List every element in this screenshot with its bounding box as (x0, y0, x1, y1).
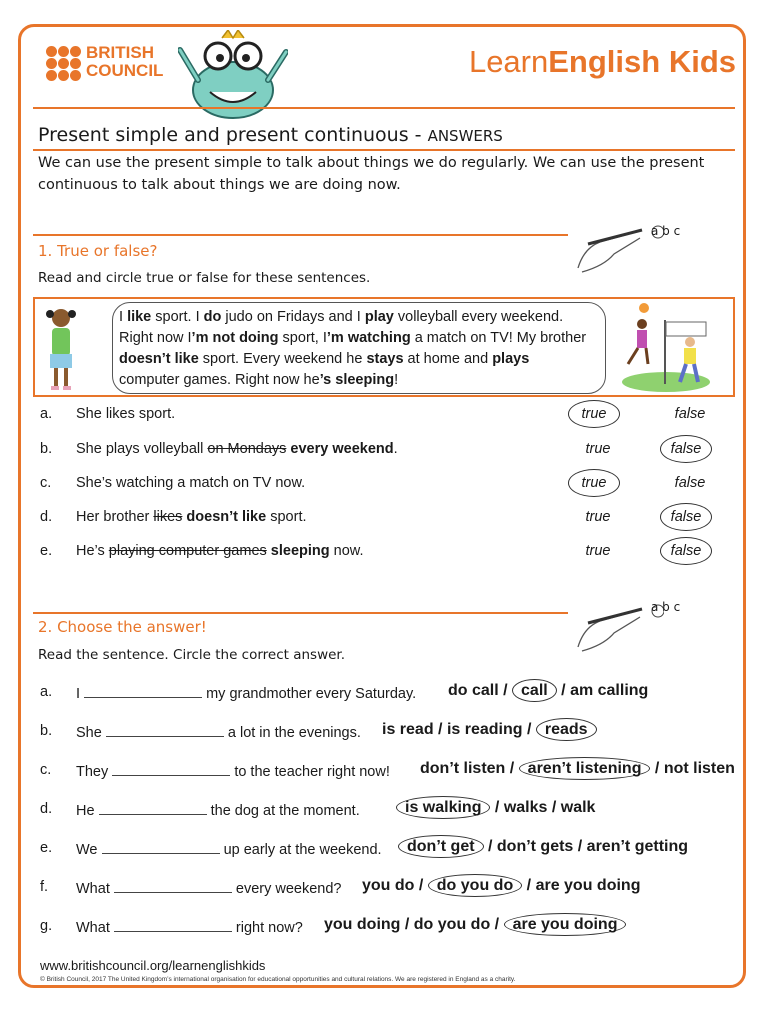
answer-option[interactable]: are you doing (504, 913, 627, 936)
answer-choices (382, 721, 597, 739)
logo-text: BRITISH COUNCIL (86, 43, 164, 80)
answer-blank[interactable] (114, 879, 232, 893)
option-separator: / (505, 760, 519, 777)
false-option[interactable]: false (674, 406, 706, 422)
section2-heading: 2. Choose the answer! (38, 618, 207, 636)
answer-option[interactable]: aren’t listening (519, 757, 651, 780)
item-sentence: She plays volleyball on Mondays every weekend. (76, 441, 398, 457)
true-false-row (38, 441, 728, 465)
answer-option[interactable]: reads (536, 718, 597, 741)
option-separator: / (573, 838, 587, 855)
answer-option[interactable]: aren’t getting (586, 838, 689, 855)
option-separator: / (650, 760, 664, 777)
british-council-logo (44, 44, 174, 84)
answer-option[interactable]: walks (503, 799, 548, 816)
item-sentence: What every weekend? (76, 881, 342, 897)
item-sentence: She a lot in the evenings. (76, 725, 361, 741)
answer-option[interactable]: do you do (413, 916, 491, 933)
answer-option[interactable]: are you doing (535, 877, 641, 894)
girl-illustration-icon (38, 304, 84, 394)
logo-dots-icon (44, 44, 84, 84)
abc-label: a b c (651, 224, 681, 238)
item-letter: c. (40, 762, 52, 778)
false-option[interactable]: false (674, 475, 706, 491)
section1-instruction: Read and circle true or false for these sentences. (38, 270, 371, 286)
false-option[interactable]: false (660, 537, 712, 565)
answer-option[interactable]: is read (382, 721, 434, 738)
answer-choices (420, 760, 735, 778)
correction-text: doesn’t like (182, 509, 267, 525)
answer-choices (324, 916, 626, 934)
answer-option[interactable]: is reading (446, 721, 523, 738)
answer-blank[interactable] (99, 801, 207, 815)
true-option[interactable]: true (585, 441, 611, 457)
option-separator: / (522, 721, 536, 738)
section1-divider (33, 234, 568, 236)
footer-url[interactable]: www.britishcouncil.org/learnenglishkids (40, 958, 266, 973)
choice-row (38, 879, 728, 903)
true-false-row (38, 406, 728, 430)
answer-option[interactable]: am calling (570, 682, 649, 699)
section2-instruction: Read the sentence. Circle the correct answer. (38, 647, 346, 663)
answer-choices (448, 682, 648, 700)
item-sentence: She’s watching a match on TV now. (76, 475, 306, 491)
choice-row (38, 840, 728, 864)
option-separator: / (483, 838, 497, 855)
section1-heading: 1. True or false? (38, 242, 158, 260)
true-option[interactable]: true (585, 543, 611, 559)
abc-label: a b c (651, 600, 681, 614)
choice-row (38, 801, 728, 825)
struck-text: on Mondays (207, 441, 287, 457)
item-letter: a. (40, 406, 53, 422)
learnenglish-kids-logo: LearnEnglish Kids (468, 44, 736, 79)
item-sentence: We up early at the weekend. (76, 842, 382, 858)
item-sentence: He the dog at the moment. (76, 803, 360, 819)
correction-text: sleeping (266, 543, 330, 559)
answer-blank[interactable] (112, 762, 230, 776)
volleyball-illustration-icon (620, 302, 712, 394)
option-separator: / (522, 877, 536, 894)
item-sentence: What right now? (76, 920, 303, 936)
answer-blank[interactable] (84, 684, 202, 698)
answer-option[interactable]: don’t gets (496, 838, 574, 855)
item-letter: f. (40, 879, 49, 895)
true-option[interactable]: true (568, 469, 620, 497)
false-option[interactable]: false (660, 503, 712, 531)
true-false-row (38, 509, 728, 533)
item-letter: b. (40, 441, 53, 457)
intro-text: We can use the present simple to talk about things we do regularly. We can use the present continuous to talk about things we are doing now. (38, 155, 705, 193)
item-letter: d. (40, 509, 53, 525)
item-letter: b. (40, 723, 53, 739)
true-false-row (38, 475, 728, 499)
item-sentence: I my grandmother every Saturday. (76, 686, 417, 702)
item-sentence: They to the teacher right now! (76, 764, 390, 780)
item-sentence: Her brother likes doesn’t like sport. (76, 509, 307, 525)
answer-choices (398, 838, 688, 856)
answer-option[interactable]: you do (362, 877, 415, 894)
choice-row (38, 760, 735, 786)
item-letter: c. (40, 475, 52, 491)
false-option[interactable]: false (660, 435, 712, 463)
answer-choices (362, 877, 640, 895)
correction-text: every weekend (286, 441, 394, 457)
option-separator: / (400, 916, 414, 933)
title-divider (33, 149, 735, 151)
answer-blank[interactable] (106, 723, 224, 737)
item-letter: g. (40, 918, 53, 934)
item-sentence: He’s playing computer games sleeping now. (76, 543, 364, 559)
answer-option[interactable]: call (512, 679, 557, 702)
struck-text: likes (153, 509, 183, 525)
choice-row (38, 684, 728, 708)
option-separator: / (490, 799, 504, 816)
answer-option[interactable]: not listen (663, 760, 735, 777)
answer-option[interactable]: do call (448, 682, 499, 699)
item-letter: d. (40, 801, 53, 817)
true-option[interactable]: true (568, 400, 620, 428)
option-separator: / (556, 682, 571, 699)
choice-row (38, 918, 728, 942)
true-option[interactable]: true (585, 509, 611, 525)
choice-row (38, 723, 728, 747)
answer-option[interactable]: you doing (324, 916, 401, 933)
item-letter: e. (40, 543, 53, 559)
option-separator: / (414, 877, 428, 894)
answer-option[interactable]: do you do (428, 874, 522, 897)
option-separator: / (433, 721, 447, 738)
section2-divider (33, 612, 568, 614)
true-false-row (38, 543, 728, 567)
item-letter: a. (40, 684, 53, 700)
item-sentence: She likes sport. (76, 406, 176, 422)
option-separator: / (490, 916, 504, 933)
footer-copyright: © British Council, 2017 The United Kingdom’s international organisation for educational opportunities and cultural relations. We are registered in England as a charity. (40, 976, 516, 983)
answer-option[interactable]: is walking (396, 796, 490, 819)
answer-blank[interactable] (102, 840, 220, 854)
answer-choices (396, 799, 595, 817)
answer-option[interactable]: don’t get (398, 835, 484, 858)
answer-option[interactable]: don’t listen (420, 760, 506, 777)
option-separator: / (547, 799, 561, 816)
story-speech-bubble: I like sport. I do judo on Fridays and I play volleyball every weekend. Right now I’m not doing sport, I’m watching a match on TV! My brother doesn’t like sport. Every weekend he stays at home and plays computer games. Right now he’s sleeping! (112, 302, 606, 394)
header-divider (33, 107, 735, 109)
item-letter: e. (40, 840, 53, 856)
page-title: Present simple and present continuous - ANSWERS (38, 124, 503, 146)
option-separator: / (498, 682, 513, 699)
struck-text: playing computer games (108, 543, 267, 559)
answer-option[interactable]: walk (560, 799, 596, 816)
answer-blank[interactable] (114, 918, 232, 932)
